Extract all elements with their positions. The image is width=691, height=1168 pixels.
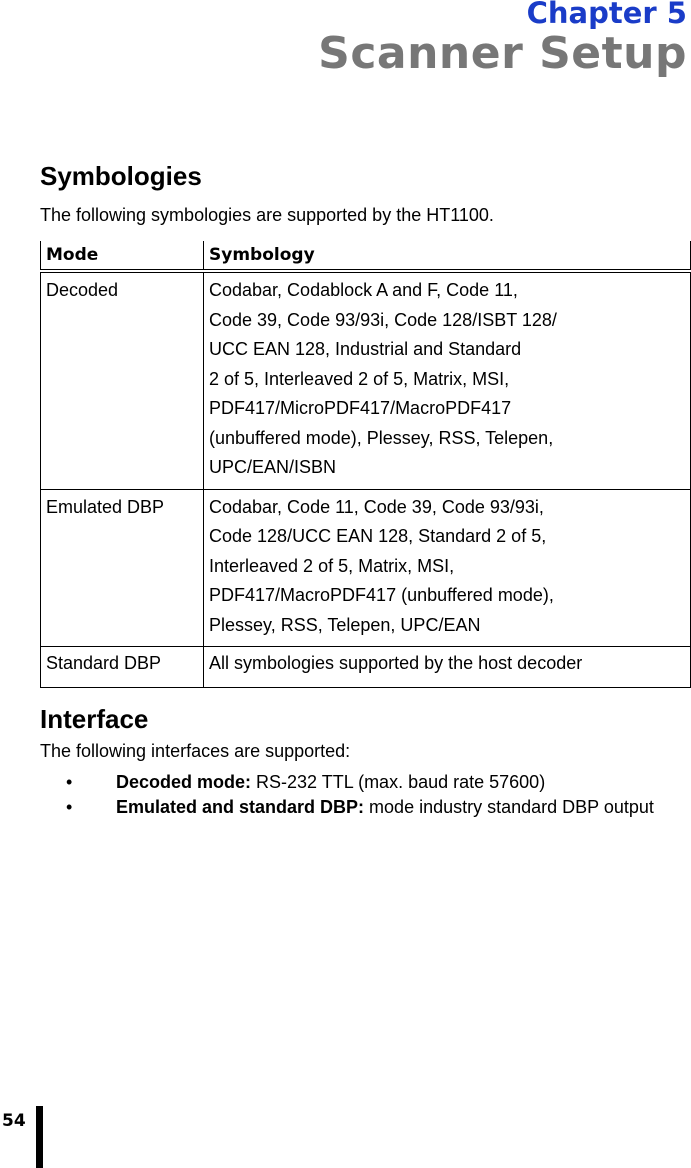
symbology-cell <box>204 647 691 688</box>
symbology-cell <box>204 271 691 489</box>
interface-list <box>40 770 680 820</box>
table-header-row <box>41 241 691 271</box>
mode-cell: Standard DBP <box>41 647 204 688</box>
list-item-text: mode industry standard DBP output <box>364 797 654 817</box>
interface-intro: The following interfaces are supported: <box>40 741 351 761</box>
symbology-line: Plessey, RSS, Telepen, UPC/EAN <box>209 614 481 635</box>
bullet-icon: • <box>66 772 73 792</box>
list-item-label: Decoded mode: <box>116 772 252 792</box>
symbology-line: Interleaved 2 of 5, Matrix, MSI, <box>209 555 455 576</box>
symbology-table <box>40 241 691 688</box>
column-header-mode: Mode <box>41 241 204 271</box>
list-item <box>40 795 680 820</box>
symbology-line: All symbologies supported by the host decoder <box>209 653 583 673</box>
chapter-number: Chapter 5 <box>526 0 687 30</box>
column-header-symbology: Symbology <box>204 241 691 271</box>
symbology-line: UPC/EAN/ISBN <box>209 457 337 477</box>
mode-cell: Emulated DBP <box>41 489 204 647</box>
bullet-icon: • <box>66 797 73 817</box>
mode-cell: Decoded <box>41 271 204 489</box>
list-item-text: RS-232 TTL (max. baud rate 57600) <box>251 772 546 792</box>
list-item <box>40 770 680 795</box>
section-heading-symbologies: Symbologies <box>40 161 202 191</box>
section-heading-interface: Interface <box>40 704 149 734</box>
symbology-line: Codabar, Codablock A and F, Code 11, <box>209 280 518 300</box>
table-row <box>41 647 691 688</box>
symbology-line: Code 128/UCC EAN 128, Standard 2 of 5, <box>209 526 547 546</box>
table-row <box>41 271 691 489</box>
page-number: 54 <box>2 1111 26 1131</box>
symbology-line: 2 of 5, Interleaved 2 of 5, Matrix, MSI, <box>209 368 510 389</box>
symbology-line: (unbuffered mode), Plessey, RSS, Telepen, <box>209 427 554 448</box>
symbology-line: PDF417/MicroPDF417/MacroPDF417 <box>209 398 512 418</box>
list-item-label: Emulated and standard DBP: <box>116 797 365 817</box>
symbology-cell <box>204 489 691 647</box>
symbologies-intro: The following symbologies are supported by the HT1100. <box>40 205 494 225</box>
chapter-title: Scanner Setup <box>318 28 687 79</box>
table-row <box>41 489 691 647</box>
symbology-line: UCC EAN 128, Industrial and Standard <box>209 339 522 359</box>
symbology-line: Codabar, Code 11, Code 39, Code 93/93i, <box>209 496 544 517</box>
symbology-line: Code 39, Code 93/93i, Code 128/ISBT 128/ <box>209 309 557 330</box>
symbology-line: PDF417/MacroPDF417 (unbuffered mode), <box>209 585 554 605</box>
page-margin-bar <box>36 1106 43 1168</box>
